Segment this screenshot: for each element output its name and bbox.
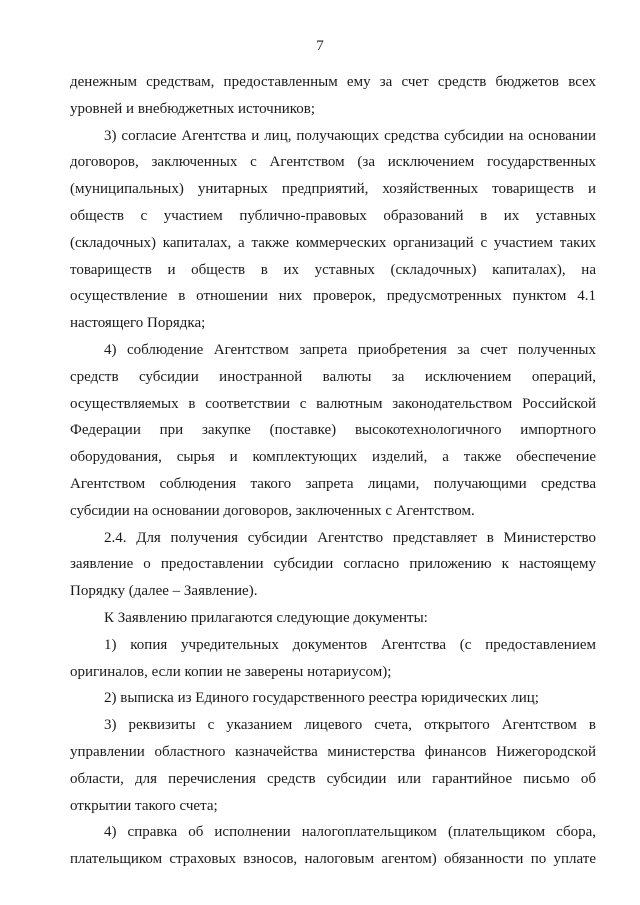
text-line: уровней и внебюджетных источников; [70,100,316,117]
text-line: Порядку (далее – Заявление). [70,583,258,600]
text-line: договоров, заключенных с Агентством (за исключением государственных [70,154,596,171]
text-line: Агентством соблюдения такого запрета лицами, получающими средства [70,476,596,492]
text-line: 1) копия учредительных документов Агентства (с предоставлением [104,636,596,653]
text-line: обществ с участием публично-правовых образований в их уставных [70,208,596,224]
text-line: заявление о предоставлении субсидии согласно приложению к настоящему [70,556,596,573]
text-line: субсидии на основании договоров, заключенных с Агентством. [70,502,475,519]
text-line: 2.4. Для получения субсидии Агентство представляет в Министерство [104,529,596,546]
text-line: области, для перечисления средств субсидии или гарантийное письмо об [70,770,596,787]
text-line: Федерации при закупке (поставке) высокотехнологичного импортного [70,422,596,439]
text-line: денежным средствам, предоставленным ему за счет средств бюджетов всех [70,74,596,90]
text-line: 4) справка об исполнении налогоплательщиком (плательщиком сбора, [104,824,596,841]
text-line: плательщиком страховых взносов, налоговым агентом) обязанности по уплате [70,851,596,868]
text-line: (муниципальных) унитарных предприятий, хозяйственных товариществ и [70,181,596,198]
text-line: настоящего Порядка; [70,315,206,332]
text-line: 3) согласие Агентства и лиц, получающих средства субсидии на основании [104,127,596,144]
text-line: осуществляемых в соответствии с валютным законодательством Российской [70,395,596,412]
text-line: К Заявлению прилагаются следующие документы: [104,610,428,626]
text-line: товариществ и обществ в их уставных (складочных) капиталах), на [70,261,596,278]
text-line: 3) реквизиты с указанием лицевого счета, открытого Агентством в [104,717,596,734]
text-line: (складочных) капиталах, а также коммерческих организаций с участием таких [70,234,596,251]
text-line: открытии такого счета; [70,797,218,814]
text-line: оригиналов, если копии не заверены нотариусом); [70,663,392,680]
text-line: осуществление в отношении них проверок, предусмотренных пунктом 4.1 [70,288,596,305]
page-number: 7 [316,38,324,54]
text-line: средств субсидии иностранной валюты за исключением операций, [70,368,596,385]
text-line: 4) соблюдение Агентством запрета приобретения за счет полученных [104,342,596,358]
text-line: оборудования, сырья и комплектующих изделий, а также обеспечение [70,449,596,466]
text-line: управлении областного казначейства министерства финансов Нижегородской [70,744,596,760]
text-line: 2) выписка из Единого государственного реестра юридических лиц; [104,690,539,707]
